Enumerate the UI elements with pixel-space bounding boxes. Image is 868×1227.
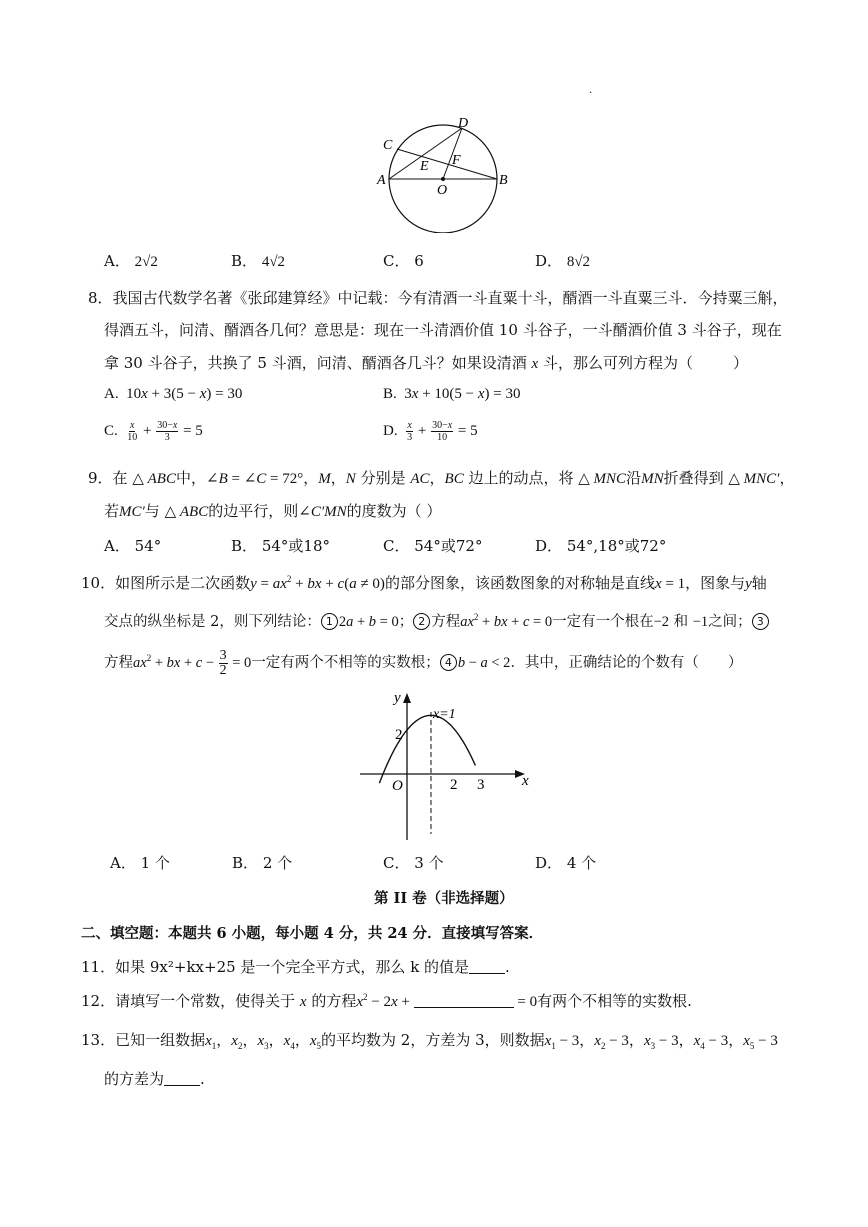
q12: 12．请填写一个常数，使得关于 x 的方程$x^2 - 2x$ + = 0有两个不相等的实数根.: [81, 992, 692, 1010]
section-title: 第 II 卷（非选择题）: [374, 890, 514, 907]
q10-line2: 交点的纵坐标是 2，则下列结论： 1 2a + b = 0； 2 方程$ax^2$ + bx + c = 0一定有一个根在−2 和 −1之间； 3: [104, 610, 770, 631]
graph-label-2: 2: [450, 777, 458, 793]
graph-label-x: x: [522, 773, 529, 789]
chord-cb: [397, 149, 497, 179]
q10-option-b: B． 2 个: [232, 854, 293, 872]
page-mark: .: [589, 85, 593, 96]
q8-option-c: C. $\frac{x}{10}$ + $\frac{30-x}{3}$ = 5: [104, 420, 203, 443]
q11: 11．如果 9x²+kx+25 是一个完全平方式，那么 k 的值是 .: [81, 958, 510, 976]
q10-line3: 方程$ax^2$ + bx + c − $\frac{3}{2}$ = 0一定有两个不相等的实数根； 4 b − a < 2．其中，正确结论的个数有（ ）: [104, 648, 743, 678]
q8-option-a: A. 10x + 3(5 − x) = 30: [104, 386, 243, 402]
graph-label-o: O: [392, 778, 403, 794]
q8-line1: 8．我国古代数学名著《张邱建算经》中记载：今有清酒一斗直粟十斗，醑酒一斗直粟三斗．今持粟三斛，: [88, 289, 788, 307]
label-e: E: [420, 159, 429, 174]
q9-option-d: D． 54°,18°或72°: [535, 537, 667, 555]
parabola-curve: [379, 715, 475, 783]
q7-option-b: B． 4√2: [231, 252, 286, 270]
label-f: F: [452, 153, 461, 168]
q10-line1: 10．如图所示是二次函数$y = ax^2$ + bx + c(a ≠ 0)的部分图象，该函数图象的对称轴是直线x = 1，图象与y轴: [81, 574, 767, 592]
q13-line2: 的方差为 .: [104, 1070, 205, 1088]
graph-label-y: y: [394, 690, 401, 706]
center-dot: [441, 177, 445, 181]
parabola-graph: [360, 688, 540, 843]
graph-label-axis: x=1: [433, 707, 456, 722]
y-axis-arrow: [403, 693, 411, 703]
q7-option-a: A． 2√2: [104, 252, 158, 270]
q10-option-d: D． 4 个: [535, 854, 597, 872]
q8-option-b: B. 3x + 10(5 − x) = 30: [383, 386, 521, 402]
q9-line1: 9．在 △ ABC中，∠B = ∠C = 72°，M，N 分别是 AC，BC 边上的动点，将 △ MNC沿MN折叠得到 △ MNC′，: [88, 469, 795, 487]
q10-option-a: A． 1 个: [110, 854, 170, 872]
q10-option-c: C． 3 个: [383, 854, 444, 872]
q7-option-c: C． 6: [383, 252, 424, 270]
label-b: B: [499, 173, 508, 188]
q8-line2: 得酒五斗，问清、醑酒各几何？意思是：现在一斗清酒价值 10 斗谷子，一斗醑酒价值 3 斗谷子，现在: [104, 321, 782, 339]
section-2-heading: 二、填空题：本题共 6 小题，每小题 4 分，共 24 分．直接填写答案．: [81, 925, 544, 942]
graph-label-2y: 2: [395, 727, 403, 743]
q9-option-a: A． 54°: [104, 537, 162, 555]
q7-option-d: D． 8√2: [535, 252, 591, 270]
q8-option-d: D. $\frac{x}{3}$ + $\frac{30-x}{10}$ = 5: [383, 420, 478, 443]
q9-option-c: C． 54°或72°: [383, 537, 483, 555]
label-o: O: [437, 183, 448, 198]
q9-option-b: B． 54°或18°: [231, 537, 330, 555]
q8-line3: 拿 30 斗谷子，共换了 5 斗酒，问清、醑酒各几斗？如果设清酒 x 斗，那么可列方程为（ ）: [104, 354, 748, 372]
q13-line1: 13．已知一组数据$x_1$，$x_2$，$x_3$，$x_4$，$x_5$的平均数为 2，方差为 3，则数据$x_1 - 3$，$x_2 - 3$，$x_3 - 3$，$x_4 - 3$，$x_5 - 3$: [81, 1031, 778, 1051]
q9-line2: 若MC′与 △ ABC的边平行，则∠C′MN的度数为（ ）: [104, 502, 442, 520]
label-d: D: [458, 116, 469, 131]
label-a: A: [377, 173, 386, 188]
graph-label-3: 3: [477, 777, 485, 793]
label-c: C: [383, 138, 393, 153]
circle-figure: [370, 108, 520, 233]
